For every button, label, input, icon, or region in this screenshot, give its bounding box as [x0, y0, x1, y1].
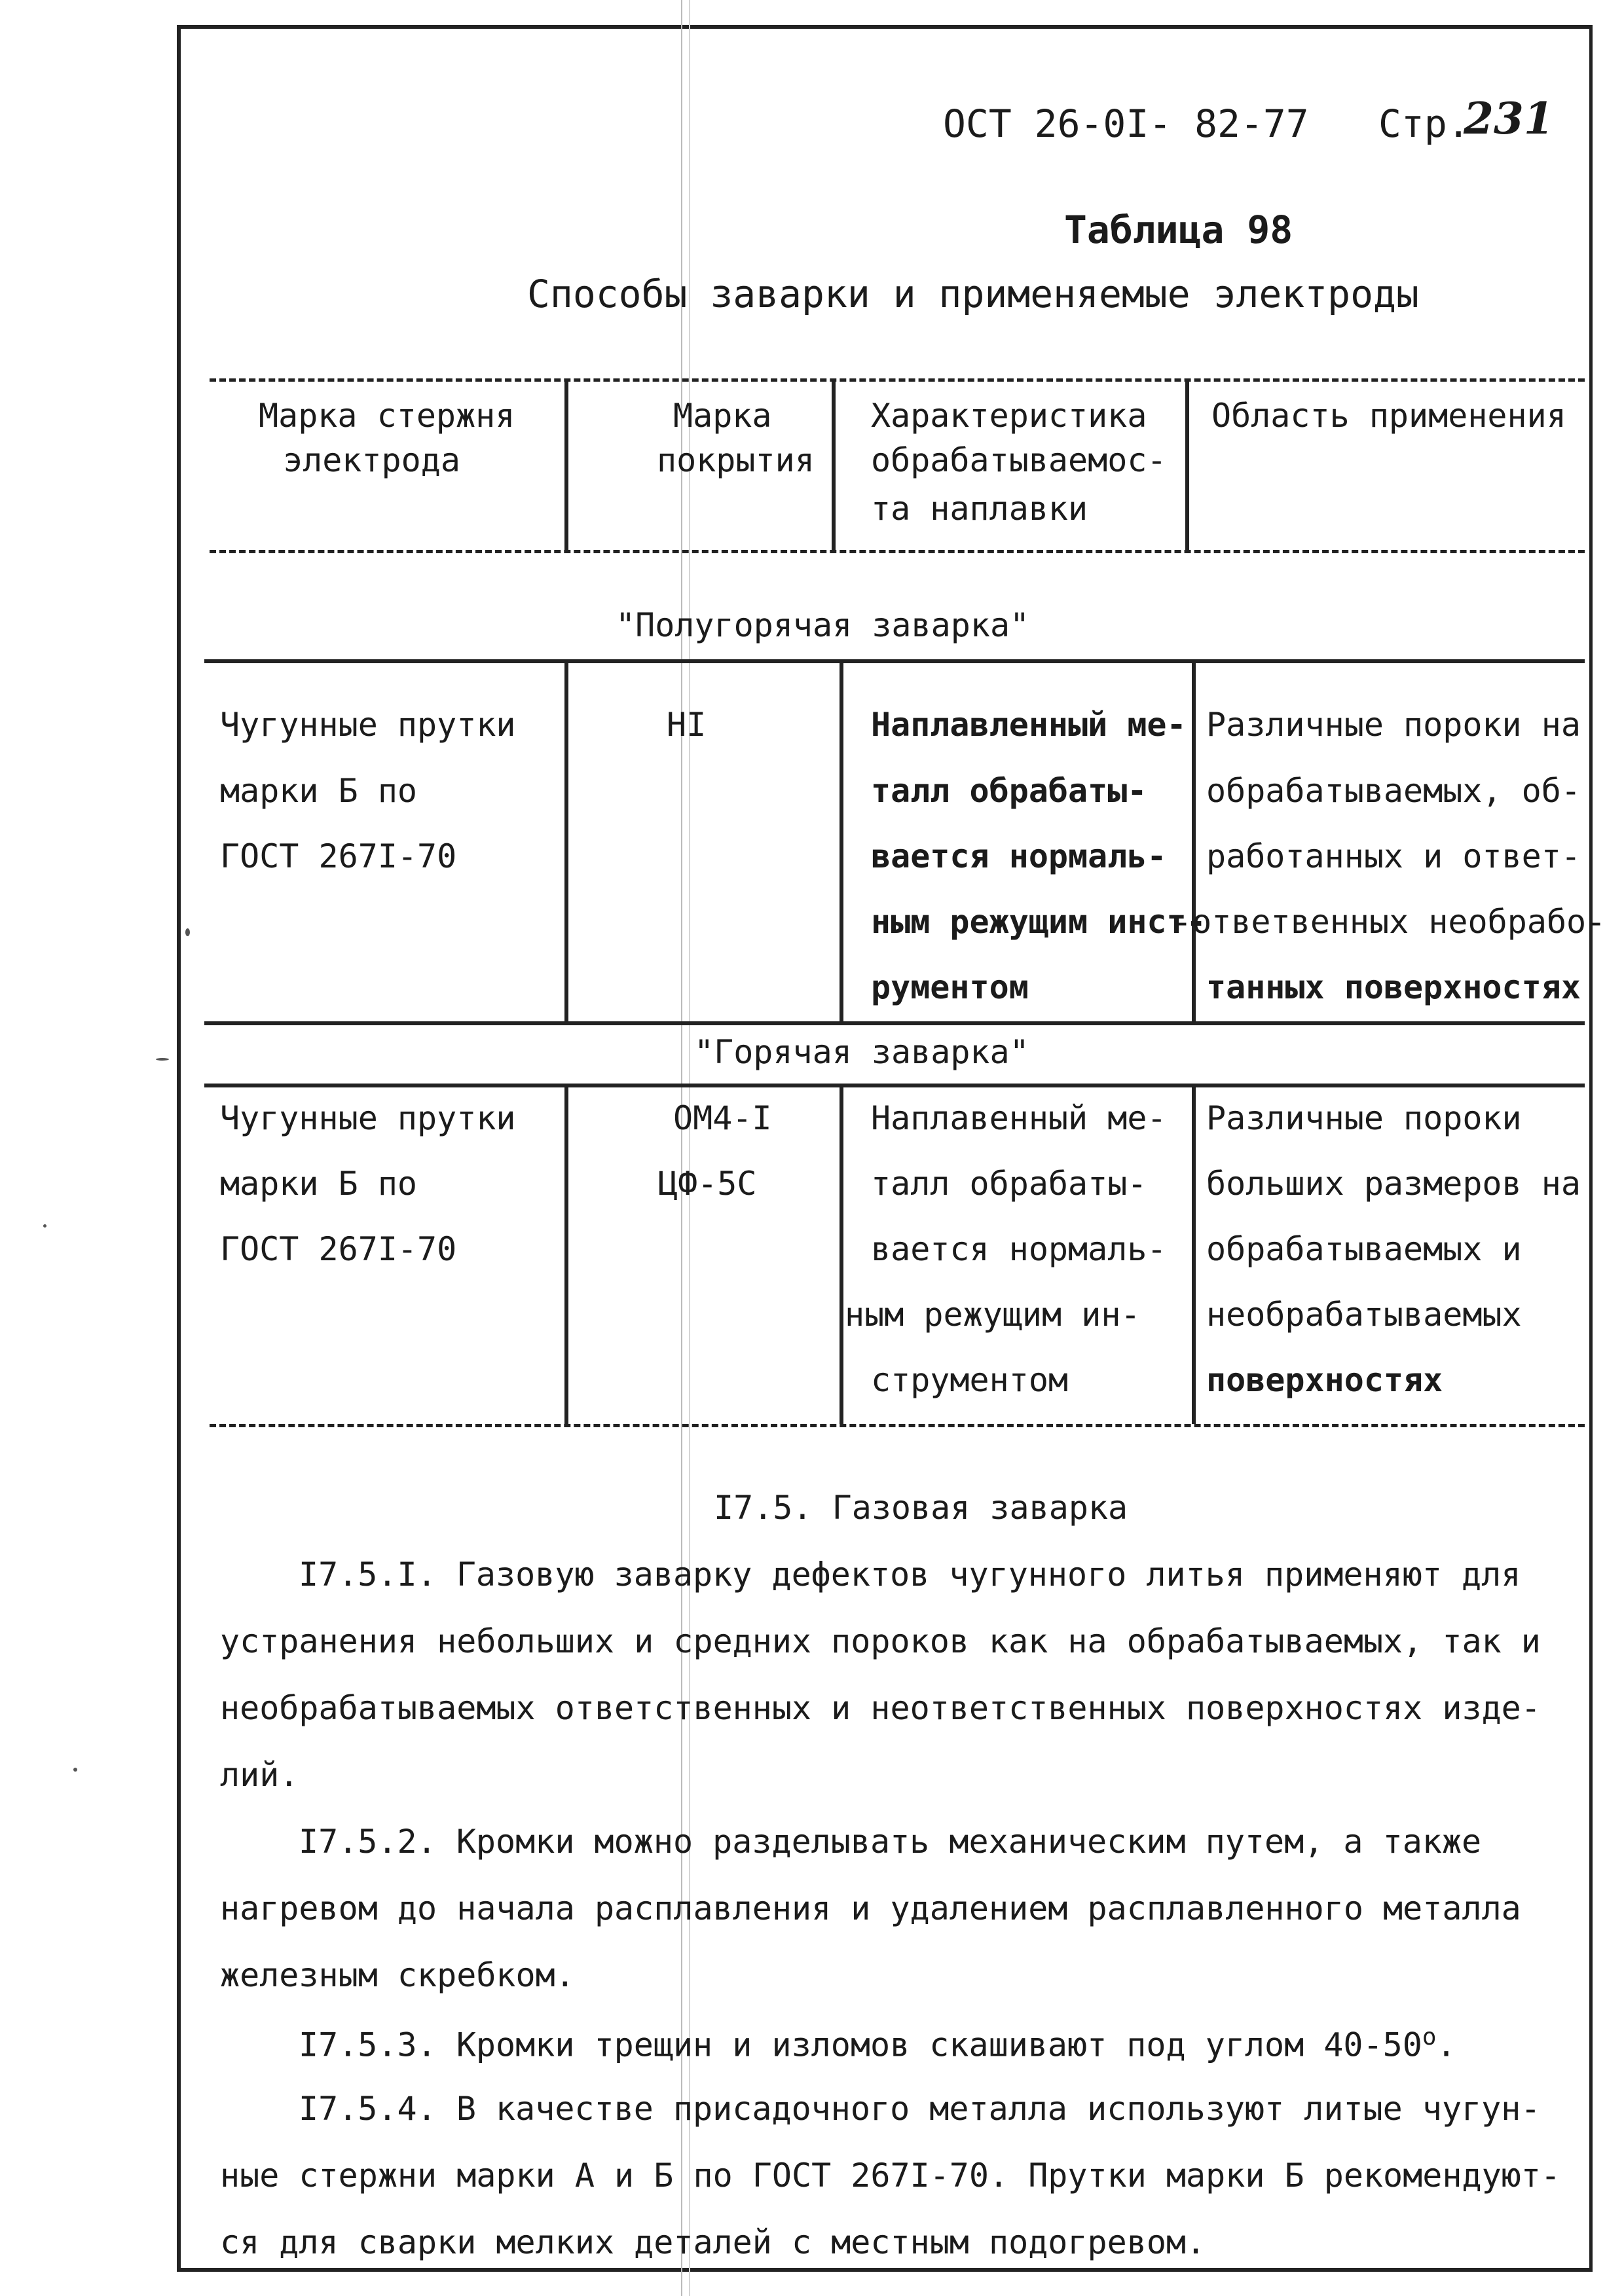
- table-bottom-rule: [210, 1424, 1585, 1427]
- cell-application: -ответвенных необрабо-: [1172, 903, 1606, 941]
- cell-rod: марки Б по: [220, 772, 418, 810]
- page-frame: [177, 25, 1593, 2272]
- cell-application: поверхностях: [1206, 1361, 1443, 1399]
- section-title-semi-hot: "Полугорячая заварка": [616, 606, 1030, 644]
- column-header-coating-line-1: Марка: [673, 397, 772, 435]
- degree-sign: о: [1422, 2024, 1437, 2050]
- cell-rod: Чугунные прутки: [220, 1099, 516, 1137]
- cell-application: обрабатываемых, об-: [1206, 772, 1581, 810]
- cell-application: Различные пороки на: [1206, 706, 1581, 744]
- paragraph-line: лий.: [220, 1756, 299, 1794]
- table-top-rule: [210, 378, 1585, 382]
- table-caption: Таблица 98: [1064, 208, 1293, 252]
- section-rule: [204, 1084, 1585, 1087]
- cell-rod: ГОСТ 267I-70: [220, 1230, 457, 1268]
- section-rule: [204, 1021, 1585, 1025]
- cell-characteristic: талл обрабаты-: [871, 1165, 1147, 1203]
- cell-rod: Чугунные прутки: [220, 706, 516, 744]
- page-label: Стр.: [1378, 101, 1470, 146]
- section-rule: [204, 659, 1585, 663]
- cell-coating: HI: [667, 706, 707, 744]
- paragraph-line: устранения небольших и средних пороков как на обрабатываемых, так и: [220, 1622, 1541, 1660]
- cell-rod: ГОСТ 267I-70: [220, 837, 457, 875]
- column-divider: [1185, 378, 1189, 550]
- paragraph-line: I7.5.2. Кромки можно разделывать механическим путем, а также: [299, 1823, 1482, 1861]
- column-header-coating-line-2: покрытия: [657, 441, 815, 479]
- cell-rod: марки Б по: [220, 1165, 418, 1203]
- paragraph-line: необрабатываемых ответственных и неответственных поверхностях изде-: [220, 1689, 1541, 1727]
- column-divider: [840, 659, 843, 1021]
- cell-application: необрабатываемых: [1206, 1296, 1522, 1334]
- column-header-characteristic-line-1: Характеристика: [871, 397, 1147, 435]
- column-divider: [564, 1084, 568, 1424]
- cell-characteristic: Наплавенный ме-: [871, 1099, 1167, 1137]
- section-heading: I7.5. Газовая заварка: [714, 1489, 1128, 1527]
- cell-characteristic: вается нормаль-: [871, 837, 1167, 875]
- paragraph-line: ся для сварки мелких деталей с местным подогревом.: [220, 2223, 1206, 2261]
- cell-coating: ЦФ-5С: [658, 1165, 757, 1203]
- column-header-rod-line-1: Марка стержня: [259, 397, 515, 435]
- paragraph-line: ные стержни марки А и Б по ГОСТ 267I-70. Прутки марки Б рекомендуют-: [220, 2157, 1560, 2195]
- cell-application: Различные пороки: [1206, 1099, 1522, 1137]
- column-header-rod-line-2: электрода: [283, 441, 460, 479]
- scan-fold-line-2: [689, 0, 690, 2296]
- cell-coating: ОМ4-I: [673, 1099, 772, 1137]
- cell-characteristic: талл обрабаты-: [871, 772, 1147, 810]
- column-divider: [564, 659, 568, 1021]
- cell-application: больших размеров на: [1206, 1165, 1581, 1203]
- scan-speck: [185, 928, 190, 936]
- cell-application: работанных и ответ-: [1206, 837, 1581, 875]
- column-divider: [840, 1084, 843, 1424]
- scan-speck: [73, 1768, 77, 1772]
- standard-number: ОСТ 26-0I- 82-77: [943, 101, 1309, 146]
- column-divider: [564, 378, 568, 550]
- cell-characteristic: ным режущим ин-: [845, 1296, 1141, 1334]
- column-header-characteristic-line-3: та наплавки: [871, 490, 1088, 528]
- cell-characteristic: струментом: [871, 1361, 1069, 1399]
- cell-characteristic: вается нормаль-: [871, 1230, 1167, 1268]
- paragraph-end: .: [1436, 2026, 1456, 2064]
- scan-speck: [43, 1224, 46, 1228]
- paragraph-text: I7.5.3. Кромки трещин и изломов скашивают под углом 40-50: [299, 2026, 1422, 2064]
- cell-characteristic: ным режущим инст-: [871, 903, 1206, 941]
- cell-characteristic: Наплавленный ме-: [871, 706, 1187, 744]
- page-number: 231: [1464, 93, 1554, 144]
- section-title-hot: "Горячая заварка": [694, 1033, 1029, 1071]
- cell-characteristic: рументом: [871, 968, 1029, 1006]
- cell-application: обрабатываемых и: [1206, 1230, 1522, 1268]
- scan-speck: [156, 1058, 169, 1061]
- paragraph-line: железным скребком.: [220, 1956, 575, 1994]
- column-header-application: Область применения: [1211, 397, 1566, 435]
- column-divider: [1192, 659, 1196, 1021]
- table-title: Способы заварки и применяемые электроды: [527, 272, 1419, 316]
- cell-application: танных поверхностях: [1206, 968, 1581, 1006]
- paragraph-line: нагревом до начала расплавления и удалением расплавленного металла: [220, 1889, 1521, 1927]
- column-divider: [832, 378, 836, 550]
- paragraph-line: I7.5.I. Газовую заварку дефектов чугунного литья применяют для: [299, 1556, 1521, 1594]
- paragraph-line: [299, 2026, 1456, 2062]
- column-header-characteristic-line-2: обрабатываемос-: [871, 441, 1167, 479]
- header-bottom-rule: [210, 550, 1585, 553]
- scan-fold-line: [681, 0, 682, 2296]
- column-divider: [1192, 1084, 1196, 1424]
- paragraph-line: I7.5.4. В качестве присадочного металла используют литые чугун-: [299, 2090, 1541, 2128]
